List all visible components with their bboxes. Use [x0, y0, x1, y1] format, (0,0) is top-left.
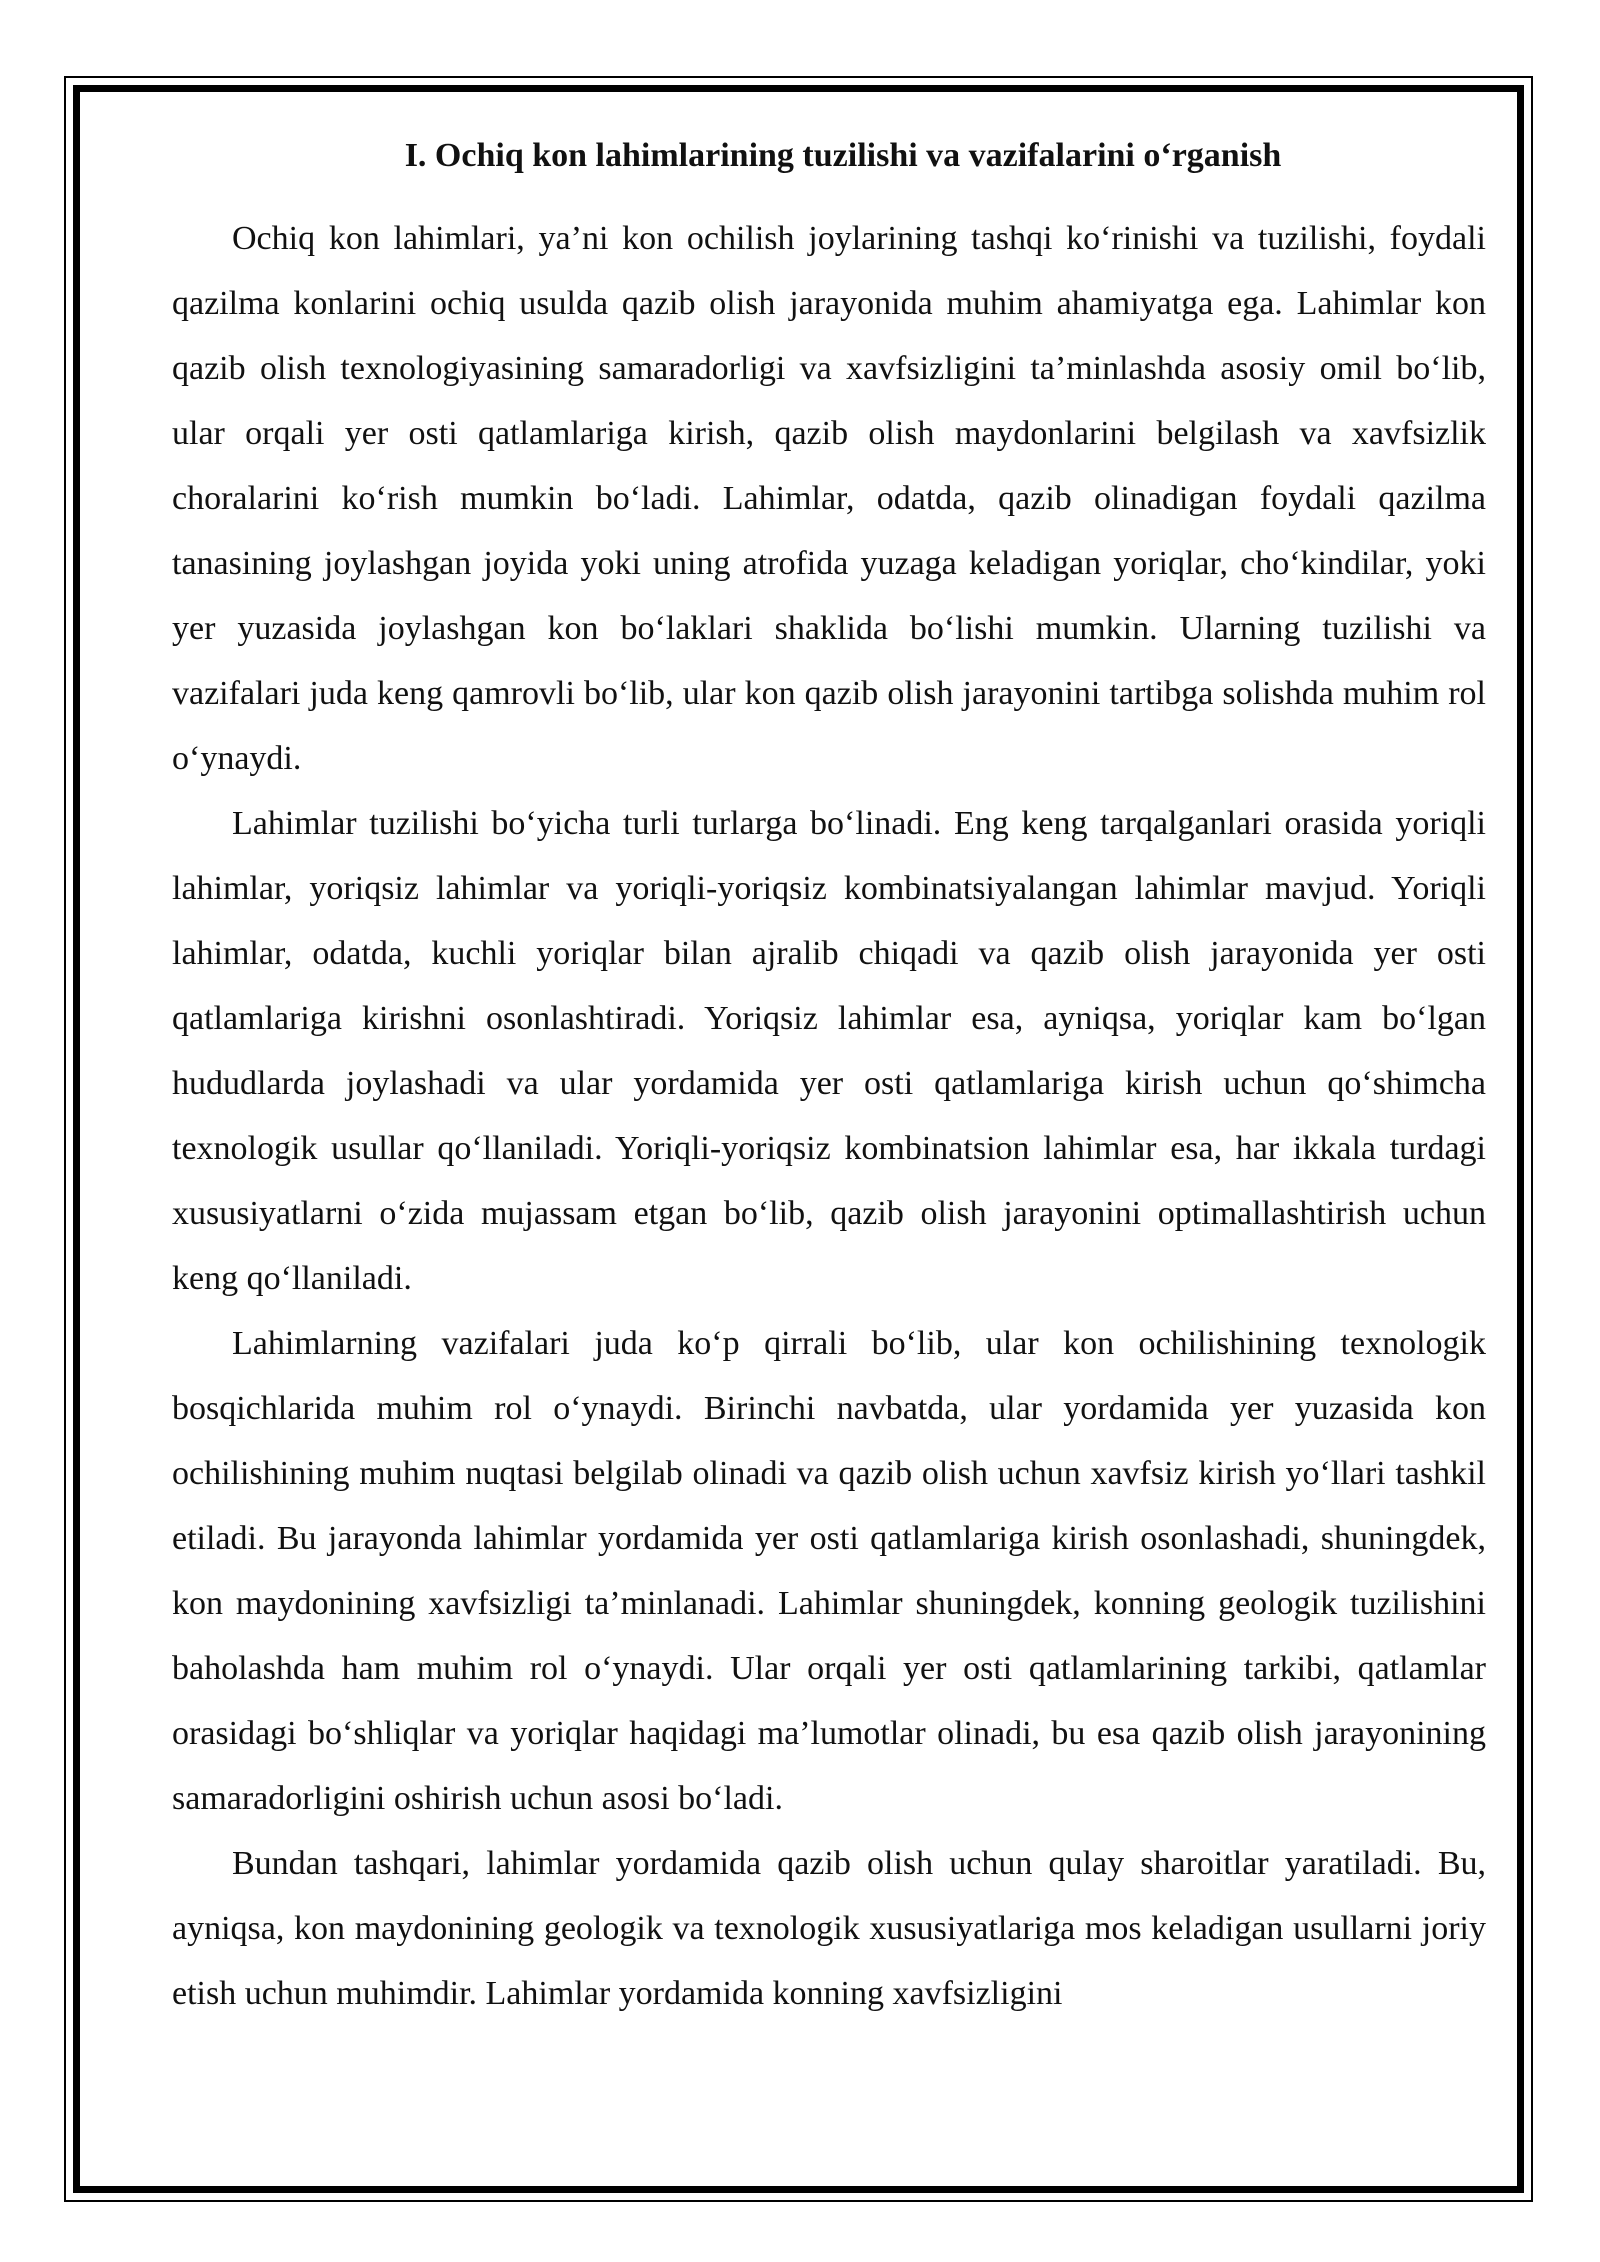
paragraph-3: Lahimlarning vazifalari juda ko‘p qirrali bo‘lib, ular kon ochilishining texnologik bosqichlarida muhim rol o‘ynaydi. Birinchi navbatda, ular yordamida yer yuzasida kon ochilishining muhim nuqtasi belgilab olinadi va qazib olish uchun xavfsiz kirish yo‘llari tashkil etiladi. Bu jarayonda lahimlar yordamida yer osti qatlamlariga kirish osonlashadi, shuningdek, kon maydonining xavfsizligi ta’minlanadi. Lahimlar shuningdek, konning geologik tuzilishini baholashda ham muhim rol o‘ynaydi. Ular orqali yer osti qatlamlarining tarkibi, qatlamlar orasidagi bo‘shliqlar va yoriqlar haqidagi ma’lumotlar olinadi, bu esa qazib olish jarayonining samaradorligini oshirish uchun asosi bo‘ladi. — [172, 1325, 1486, 1817]
document-title: I. Ochiq kon lahimlarining tuzilishi va vazifalarini o‘rganish — [404, 137, 1282, 174]
paragraph-4: Bundan tashqari, lahimlar yordamida qazib olish uchun qulay sharoitlar yaratiladi. Bu, ayniqsa, kon maydonining geologik va texnologik xususiyatlariga mos keladigan usullarni joriy etish uchun muhimdir. Lahimlar yordamida konning xavfsizligini — [172, 1845, 1486, 2012]
document-body — [172, 132, 1486, 2026]
paragraph-2: Lahimlar tuzilishi bo‘yicha turli turlarga bo‘linadi. Eng keng tarqalganlari orasida yoriqli lahimlar, yoriqsiz lahimlar va yoriqli-yoriqsiz kombinatsiyalangan lahimlar mavjud. Yoriqli lahimlar, odatda, kuchli yoriqlar bilan ajralib chiqadi va qazib olish jarayonida yer osti qatlamlariga kirishni osonlashtiradi. Yoriqsiz lahimlar esa, ayniqsa, yoriqlar kam bo‘lgan hududlarda joylashadi va ular yordamida yer osti qatlamlariga kirish uchun qo‘shimcha texnologik usullar qo‘llaniladi. Yoriqli-yoriqsiz kombinatsion lahimlar esa, har ikkala turdagi xususiyatlarni o‘zida mujassam etgan bo‘lib, qazib olish jarayonini optimallashtirish uchun keng qo‘llaniladi. — [172, 805, 1486, 1297]
paragraph-1: Ochiq kon lahimlari, ya’ni kon ochilish joylarining tashqi ko‘rinishi va tuzilishi, foydali qazilma konlarini ochiq usulda qazib olish jarayonida muhim ahamiyatga ega. Lahimlar kon qazib olish texnologiyasining samaradorligi va xavfsizligini ta’minlashda asosiy omil bo‘lib, ular orqali yer osti qatlamlariga kirish, qazib olish maydonlarini belgilash va xavfsizlik choralarini ko‘rish mumkin bo‘ladi. Lahimlar, odatda, qazib olinadigan foydali qazilma tanasining joylashgan joyida yoki uning atrofida yuzaga keladigan yoriqlar, cho‘kindilar, yoki yer yuzasida joylashgan kon bo‘laklari shaklida bo‘lishi mumkin. Ularning tuzilishi va vazifalari juda keng qamrovli bo‘lib, ular kon qazib olish jarayonini tartibga solishda muhim rol o‘ynaydi. — [172, 220, 1486, 777]
